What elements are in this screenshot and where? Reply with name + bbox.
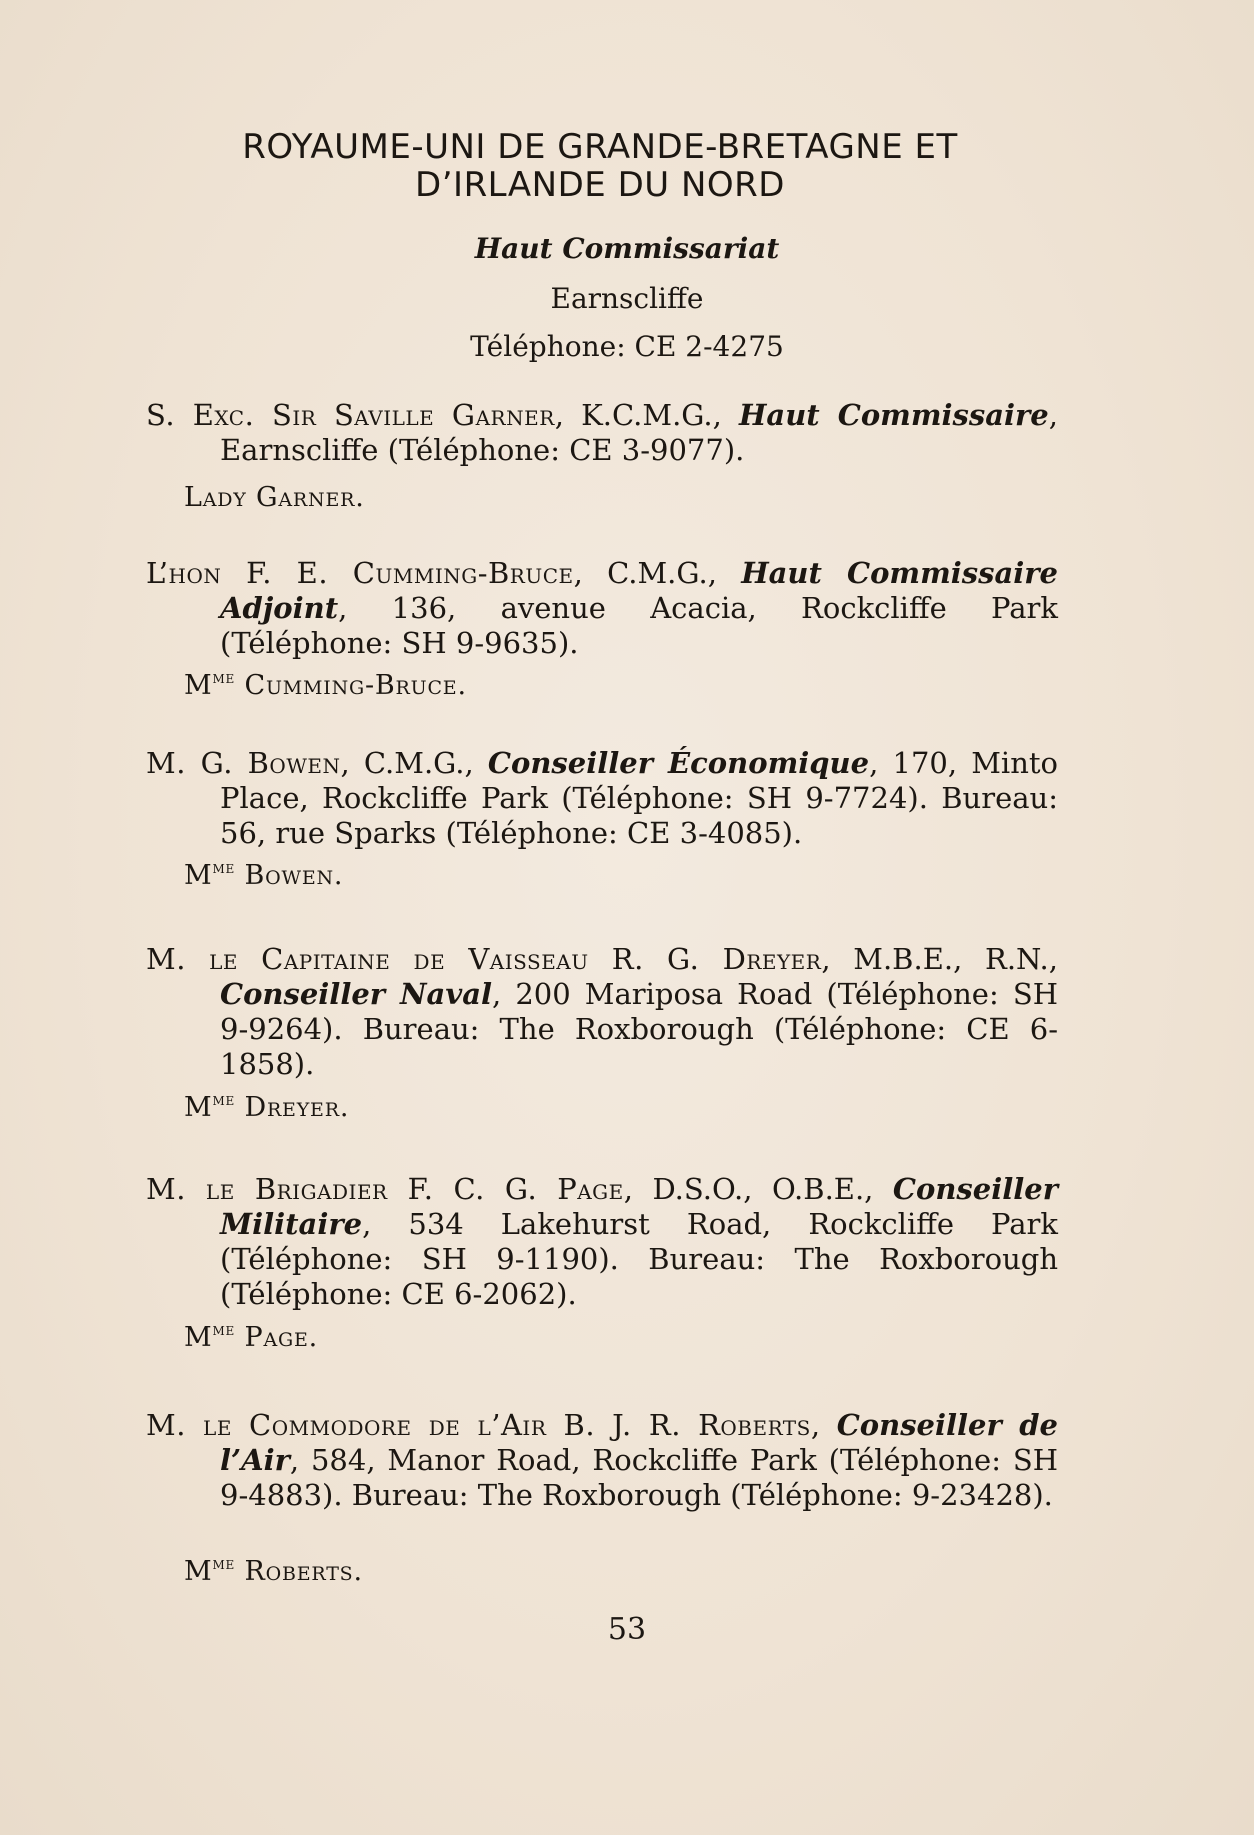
spouse-line: [184, 1553, 363, 1587]
entry-title: Haut Commissaire: [739, 398, 1049, 432]
entry-name: M. le Commodore de l’Air B. J. R. Roberts: [146, 1408, 811, 1442]
entry-name: L’hon F. E. Cumming-Bruce: [146, 556, 574, 590]
spouse-line: [184, 857, 344, 891]
page-number: 53: [607, 1612, 647, 1647]
entry-details: , 136, avenue Acacia, Rockcliffe Park (Téléphone: SH 9-9635).: [220, 591, 1058, 660]
entry-honours: , M.B.E., R.N.,: [821, 942, 1058, 976]
entry-honours: , C.M.G.,: [573, 556, 742, 590]
staff-entry: [146, 398, 1058, 468]
spouse-line: [184, 667, 467, 701]
entry-honours: , C.M.G.,: [340, 746, 488, 780]
entry-name: M. G. Bowen: [146, 746, 341, 780]
entry-name: M. le Brigadier F. C. G. Page: [146, 1172, 624, 1206]
entry-honours: , K.C.M.G.,: [554, 398, 740, 432]
country-heading-line-1: ROYAUME-UNI DE GRANDE-BRETAGNE ET: [242, 127, 958, 167]
spouse-sup: me: [212, 1319, 236, 1340]
entry-details: , 534 Lakehurst Road, Rockcliffe Park (Téléphone: SH 9-1190). Bureau: The Roxborough (Téléphone: CE 6-2062).: [220, 1207, 1058, 1311]
spouse-name: Garner.: [246, 482, 365, 513]
spouse-sup: me: [212, 667, 236, 688]
spouse-name: Dreyer.: [235, 1092, 350, 1123]
entry-title: Conseiller Militaire: [220, 1172, 1058, 1241]
entry-title: Conseiller Naval: [220, 977, 492, 1011]
entry-details: , Earnscliffe (Téléphone: CE 3-9077).: [220, 398, 1058, 467]
spouse-name: Page.: [235, 1322, 319, 1353]
spouse-line: [184, 482, 365, 513]
entry-honours: , D.S.O., O.B.E.,: [623, 1172, 893, 1206]
country-heading-line-2: D’IRLANDE DU NORD: [415, 165, 785, 205]
office-phone: Téléphone: CE 2-4275: [470, 330, 784, 363]
country-heading: [140, 128, 1060, 204]
staff-entry: [146, 556, 1058, 661]
spouse-sup: me: [212, 857, 236, 878]
entry-name: M. le Capitaine de Vaisseau R. G. Dreyer: [146, 942, 822, 976]
entry-title: Haut Commissaire Adjoint: [220, 556, 1058, 625]
spouse-prefix: M: [184, 1556, 213, 1587]
spouse-sup: me: [212, 1089, 236, 1110]
staff-entry: [146, 1172, 1058, 1312]
spouse-sup: me: [212, 1553, 236, 1574]
spouse-line: [184, 1319, 319, 1353]
entry-name: S. Exc. Sir Saville Garner: [146, 398, 555, 432]
entry-title: Conseiller Économique: [487, 746, 870, 780]
entry-details: , 200 Mariposa Road (Téléphone: SH 9-9264). Bureau: The Roxborough (Téléphone: CE 6-1858).: [220, 977, 1058, 1081]
spouse-name: Roberts.: [235, 1556, 363, 1587]
office-address: Earnscliffe: [550, 282, 704, 315]
spouse-prefix: M: [184, 860, 213, 891]
spouse-name: Cumming-Bruce.: [235, 670, 467, 701]
spouse-prefix: M: [184, 1322, 213, 1353]
staff-entry: [146, 746, 1058, 851]
office-name: Haut Commissariat: [474, 232, 780, 265]
staff-entry: [146, 1408, 1058, 1513]
spouse-prefix: M: [184, 670, 213, 701]
spouse-name: Bowen.: [235, 860, 344, 891]
staff-entry: [146, 942, 1058, 1082]
spouse-line: [184, 1089, 350, 1123]
entry-honours: ,: [810, 1408, 837, 1442]
entry-details: , 584, Manor Road, Rockcliffe Park (Téléphone: SH 9-4883). Bureau: The Roxborough (Téléphone: 9-23428).: [220, 1443, 1058, 1512]
spouse-prefix: M: [184, 1092, 213, 1123]
entry-details: , 170, Minto Place, Rockcliffe Park (Téléphone: SH 9-7724). Bureau: 56, rue Sparks (Téléphone: CE 3-4085).: [220, 746, 1058, 850]
spouse-prefix: Lady: [184, 482, 247, 513]
entry-title: Conseiller de l’Air: [220, 1408, 1059, 1477]
